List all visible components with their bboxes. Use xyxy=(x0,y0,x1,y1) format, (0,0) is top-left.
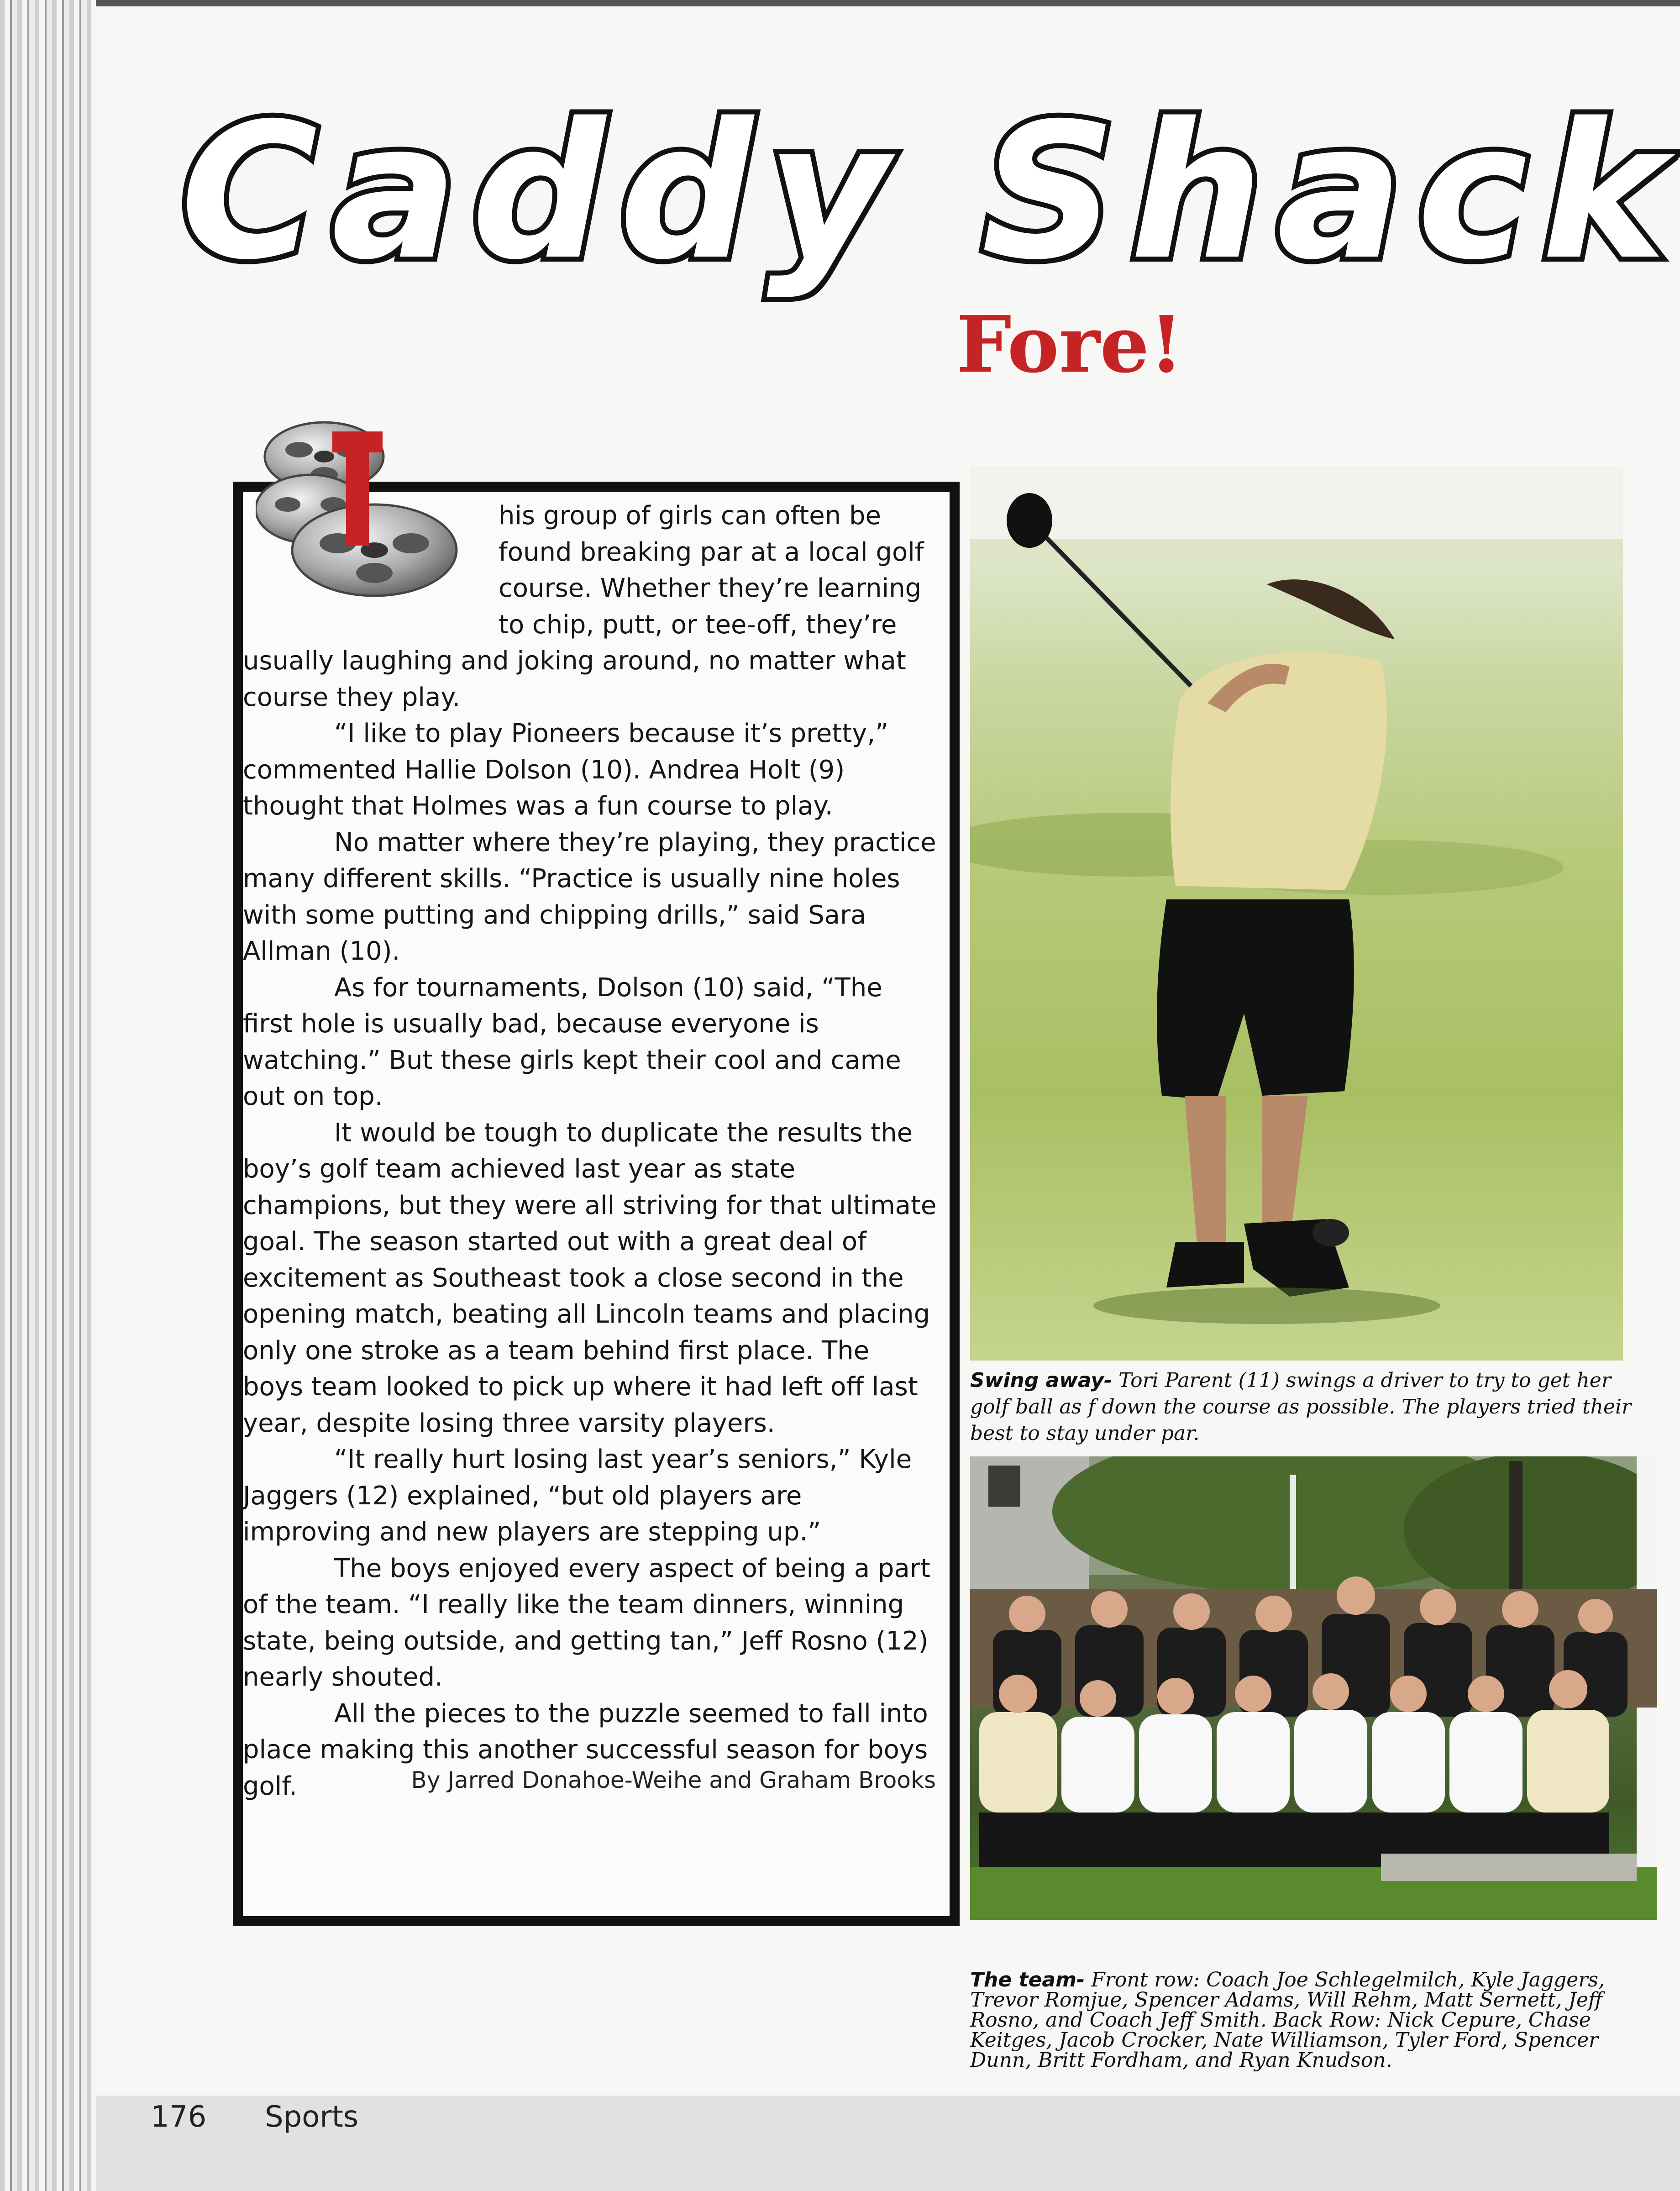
photo-caption-swing xyxy=(970,1367,1632,1447)
top-edge xyxy=(96,0,1680,6)
story-paragraph: “It really hurt losing last year’s seniors,” Kyle Jaggers (12) explained, “but old players are improving and new players are stepping up.” xyxy=(243,1445,912,1547)
story-paragraph: It would be tough to duplicate the results the boy’s golf team achieved last year as state champions, but they were all striving for that ultimate goal. The season started out with a great deal of excitement as Southeast took a close second in the opening match, beating all Lincoln teams and placing only one stroke as a team behind first place. The boys team looked to pick up where it had left off last year, despite losing three varsity players. xyxy=(243,1118,937,1438)
story-paragraph: All the pieces to the puzzle seemed to fall into place making this another successful season for boys golf. xyxy=(243,1698,928,1801)
golfer-swing-photo xyxy=(970,466,1623,1361)
caption-lead: Swing away- xyxy=(970,1369,1113,1392)
team-photo xyxy=(970,1456,1657,1920)
page-binding-edge xyxy=(0,0,96,2191)
story-paragraph: No matter where they’re playing, they practice many different skills. “Practice is usually nine holes with some putting and chipping drills,” said Sara Allman (10). xyxy=(243,827,936,966)
caption-text: Tori Parent (11) swings a driver to try to get her golf ball as f down the course as possible. The players tried their best to stay under par. xyxy=(970,1369,1632,1445)
page-number: 176 xyxy=(151,2100,207,2134)
section-label: Sports xyxy=(265,2100,359,2134)
caption-text: Front row: Coach Joe Schlegelmilch, Kyle Jaggers, Trevor Romjue, Spencer Adams, Will Rehm, Matt Sernett, Jeff Rosno, and Coach Jeff Smith. Back Row: Nick Cepure, Chase Keitges, Jacob Crocker, Nate Williamson, Tyler Ford, Spencer Dunn, Britt Fordham, and Ryan Knudson. xyxy=(970,1968,1605,2072)
story-paragraph: As for tournaments, Dolson (10) said, “The first hole is usually bad, because everyone is watching.” But these girls kept their cool and came out on top. xyxy=(243,972,901,1111)
page-title: Caddy Shack xyxy=(180,83,1680,301)
story-paragraph: “I like to play Pioneers because it’s pretty,” commented Hallie Dolson (10). Andrea Holt (9) thought that Holmes was a fun course to play. xyxy=(243,719,889,821)
story-paragraph: his group of girls can often be found breaking par at a local golf course. Whether they’re learning to chip, putt, or tee-off, they’re usually laughing and joking around, no matter what course they play. xyxy=(243,501,924,712)
caption-lead: The team- xyxy=(970,1968,1085,1991)
photo-caption-team xyxy=(970,1970,1655,2070)
story-paragraph: The boys enjoyed every aspect of being a part of the team. “I really like the team dinners, winning state, being outside, and getting tan,” Jeff Rosno (12) nearly shouted. xyxy=(243,1553,930,1692)
story-text xyxy=(243,498,937,1804)
page-subtitle: Fore! xyxy=(956,299,1184,390)
byline: By Jarred Donahoe-Weihe and Graham Brooks xyxy=(411,1767,936,1793)
